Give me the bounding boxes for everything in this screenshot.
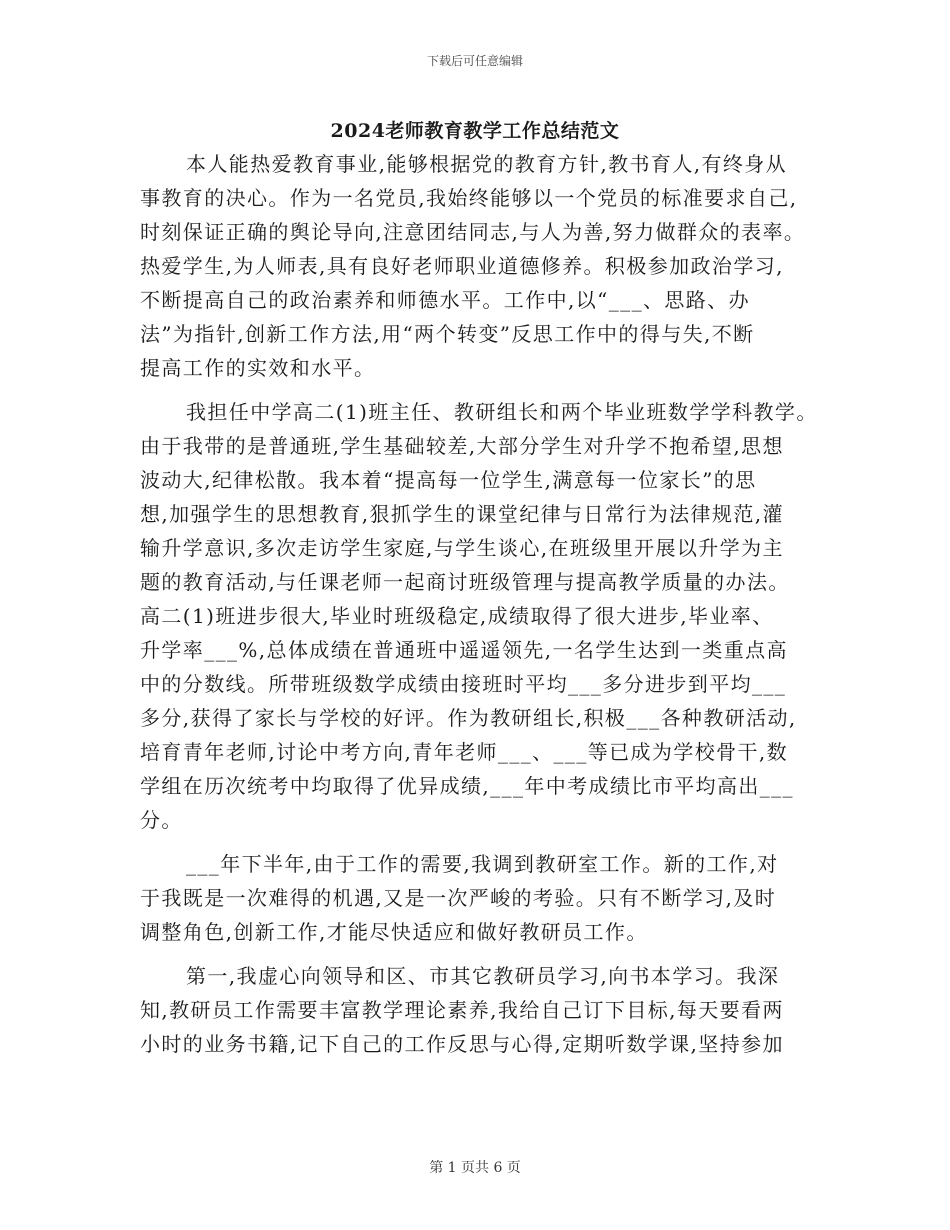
text-line: 输升学意识,多次走访学生家庭,与学生谈心,在班级里开展以升学为主 bbox=[140, 536, 784, 560]
text-line: 第一,我虚心向领导和区、市其它教研员学习,向书本学习。我深 bbox=[186, 964, 780, 988]
paragraph bbox=[140, 847, 820, 949]
text-line: 时刻保证正确的舆论导向,注意团结同志,与人为善,努力做群众的表率。 bbox=[140, 220, 806, 244]
header-note: 下载后可任意编辑 bbox=[426, 54, 523, 68]
paragraph bbox=[140, 395, 820, 837]
text-line: 分。 bbox=[140, 808, 183, 832]
text-line: ___年下半年,由于工作的需要,我调到教研室工作。新的工作,对 bbox=[186, 852, 779, 876]
text-line: 升学率___%,总体成绩在普通班中遥遥领先,一名学生达到一类重点高 bbox=[140, 638, 788, 662]
text-line: 不断提高自己的政治素养和师德水平。工作中,以“___、思路、办 bbox=[140, 288, 750, 312]
paragraph bbox=[140, 959, 820, 1061]
text-line: 我担任中学高二(1)班主任、教研组长和两个毕业班数学学科教学。 bbox=[186, 400, 818, 424]
text-line: 法”为指针,创新工作方法,用“两个转变”反思工作中的得与失,不断 bbox=[140, 322, 755, 346]
text-line: 提高工作的实效和水平。 bbox=[140, 356, 376, 380]
text-line: 波动大,纪律松散。我本着“提高每一位学生,满意每一位家长”的思 bbox=[140, 468, 757, 492]
text-line: 知,教研员工作需要丰富教学理论素养,我给自己订下目标,每天要看两 bbox=[140, 998, 784, 1022]
text-line: 中的分数线。所带班级数学成绩由接班时平均___多分进步到平均___ bbox=[140, 672, 787, 696]
paragraph bbox=[140, 147, 820, 385]
text-line: 题的教育活动,与任课老师一起商讨班级管理与提高教学质量的办法。 bbox=[140, 570, 790, 594]
text-line: 热爱学生,为人师表,具有良好老师职业道德修养。积极参加政治学习, bbox=[140, 254, 784, 278]
text-line: 由于我带的是普通班,学生基础较差,大部分学生对升学不抱希望,思想 bbox=[140, 434, 784, 458]
text-line: 想,加强学生的思想教育,狠抓学生的课堂纪律与日常行为法律规范,灌 bbox=[140, 502, 784, 526]
text-line: 高二(1)班进步很大,毕业时班级稳定,成绩取得了很大进步,毕业率、 bbox=[140, 604, 774, 628]
text-line: 多分,获得了家长与学校的好评。作为教研组长,积极___各种教研活动, bbox=[140, 706, 797, 730]
text-line: 调整角色,创新工作,才能尽快适应和做好教研员工作。 bbox=[140, 920, 648, 944]
text-line: 学组在历次统考中均取得了优异成绩,___年中考成绩比市平均高出___ bbox=[140, 774, 794, 798]
page-number: 第 1 页共 6 页 bbox=[429, 1160, 521, 1176]
text-line: 本人能热爱教育事业,能够根据党的教育方针,教书育人,有终身从 bbox=[186, 152, 788, 176]
text-line: 培育青年老师,讨论中考方向,青年老师___、___等已成为学校骨干,数 bbox=[140, 740, 789, 764]
text-line: 于我既是一次难得的机遇,又是一次严峻的考验。只有不断学习,及时 bbox=[140, 886, 777, 910]
document-body bbox=[140, 147, 820, 1061]
document-title: 2024老师教育教学工作总结范文 bbox=[330, 120, 620, 142]
text-line: 事教育的决心。作为一名党员,我始终能够以一个党员的标准要求自己, bbox=[140, 186, 798, 210]
text-line: 小时的业务书籍,记下自己的工作反思与心得,定期听数学课,坚持参加 bbox=[140, 1032, 784, 1056]
